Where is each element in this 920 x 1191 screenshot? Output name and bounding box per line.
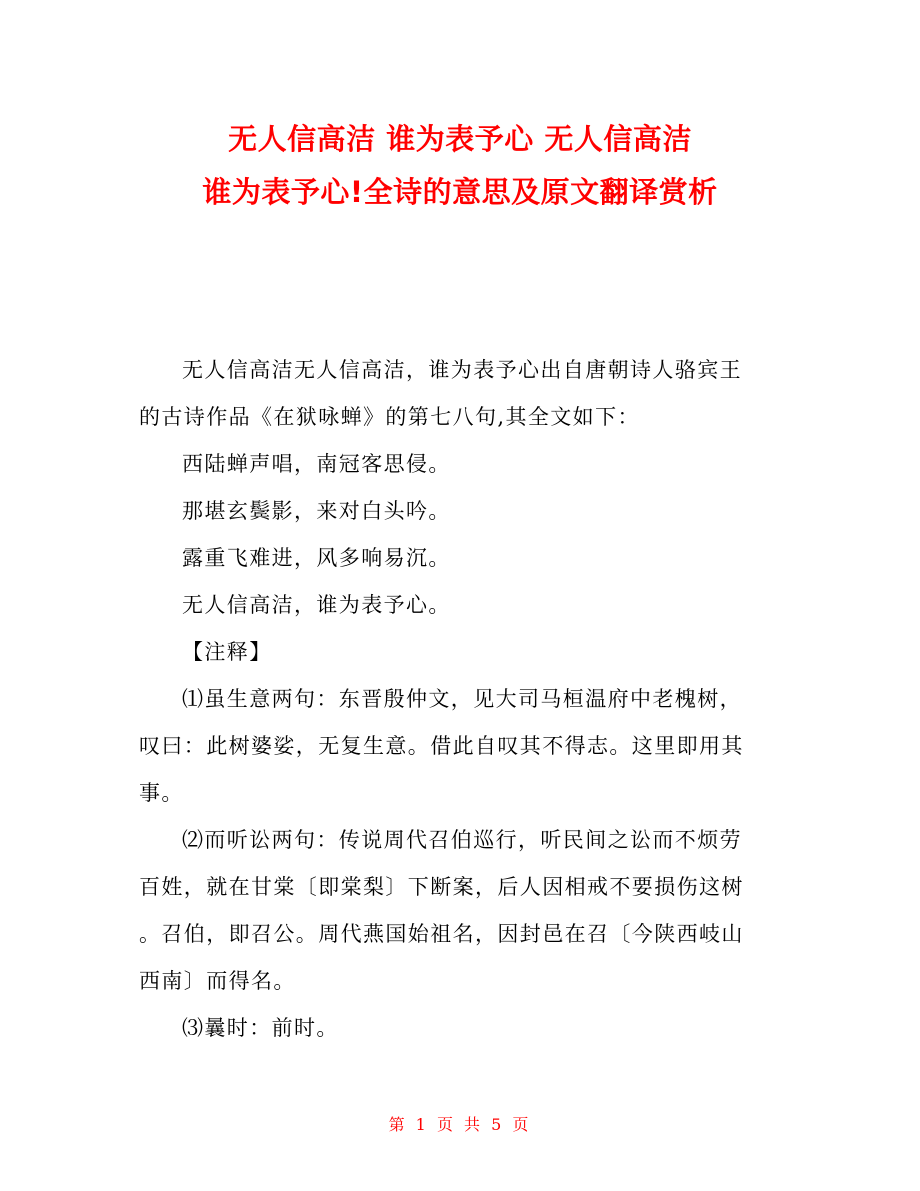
page-indicator: 第 1 页 共 5 页	[388, 1115, 532, 1134]
poem-line-2: 那堪玄鬓影，来对白头吟。	[182, 499, 451, 523]
note-2-line-3: 。召伯，即召公。周代燕国始祖名，因封邑在召〔今陕西岐山	[139, 922, 744, 946]
note-2-line-2: 百姓，就在甘棠〔即棠梨〕下断案，后人因相戒不要损伤这树	[139, 875, 744, 899]
note-2-line-4: 西南〕而得名。	[139, 969, 296, 993]
note-2-line-1: ⑵而听讼两句：传说周代召伯巡行，听民间之讼而不烦劳	[182, 828, 742, 852]
poem-line-1: 西陆蝉声唱，南冠客思侵。	[182, 452, 451, 476]
document-title-line-1: 无人信高洁 谁为表予心 无人信高洁	[228, 122, 692, 156]
note-1-line-1: ⑴虽生意两句：东晋殷仲文，见大司马桓温府中老槐树，	[182, 687, 742, 711]
document-title-line-2: 谁为表予心!全诗的意思及原文翻译赏析	[202, 175, 718, 209]
notes-heading: 【注释】	[182, 640, 272, 664]
poem-line-4: 无人信高洁，谁为表予心。	[182, 593, 451, 617]
poem-line-3: 露重飞难进，风多响易沉。	[182, 546, 451, 570]
note-1-line-3: 事。	[139, 781, 184, 805]
intro-paragraph-line-2: 的古诗作品《在狱咏蝉》的第七八句,其全文如下：	[139, 405, 640, 429]
intro-paragraph-line-1: 无人信高洁无人信高洁，谁为表予心出自唐朝诗人骆宾王	[182, 358, 742, 382]
note-3-line-1: ⑶曩时：前时。	[182, 1016, 339, 1040]
note-1-line-2: 叹曰：此树婆娑，无复生意。借此自叹其不得志。这里即用其	[139, 734, 744, 758]
